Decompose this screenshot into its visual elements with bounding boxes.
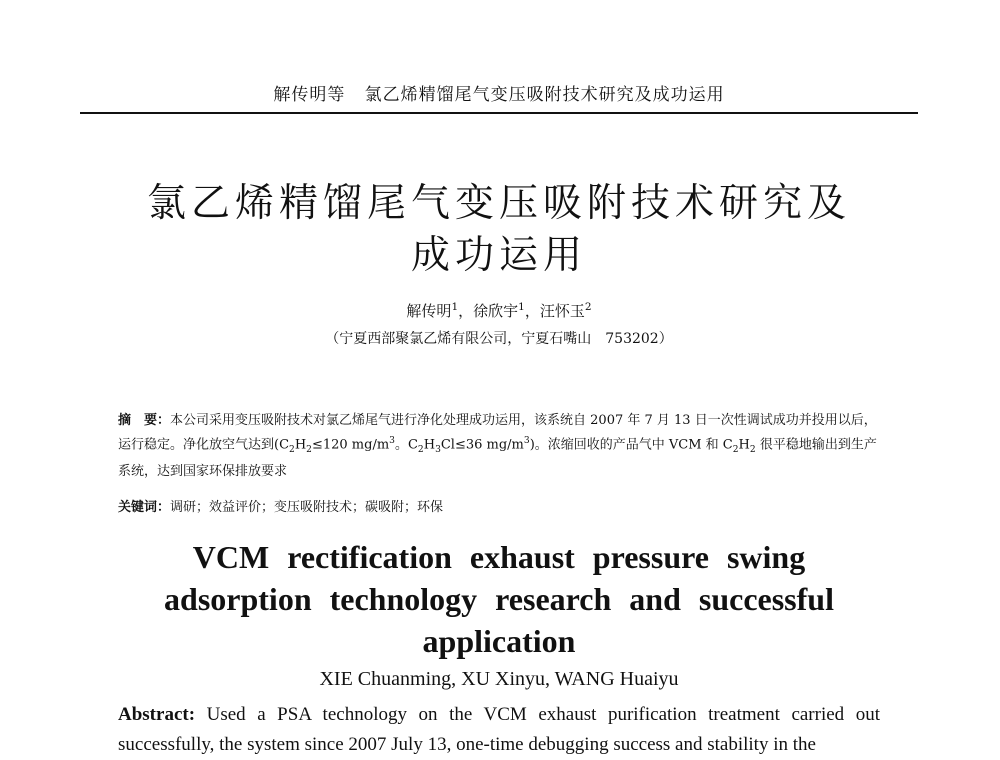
english-title-line-2: adsorption technology research and successful <box>164 581 834 617</box>
chinese-abstract: 摘 要：本公司采用变压吸附技术对氯乙烯尾气进行净化处理成功运用，该系统自 2007 年 7 月 13 日一次性调试成功并投用以后，运行稳定。净化放空气达到($C_2H_2\le 120$ $mg/m^3$。$C_2H_3Cl\le 36$ $mg/m^3$)。浓缩回收的产品气中 VCM 和 $C_2H_2$ 很平稳地输出到生产系统，达到国家环保排放要求 <box>118 413 877 479</box>
author-name: 徐欣宇 <box>473 302 519 320</box>
abstract-text: Cl≤36 mg/m <box>440 437 524 453</box>
subscript: 2 <box>749 444 756 455</box>
english-authors: XIE Chuanming, XU Xinyu, WANG Huaiyu <box>319 668 679 690</box>
abstract-text: 本公司采用变压吸附技术对氯乙烯尾气进行净化处理成功运用，该系统自 2007 年 7 月 13 日一次性调试成功并投用以后，运行稳定。净化放空气达到(C <box>118 413 877 453</box>
running-head <box>80 80 918 105</box>
english-abstract <box>118 700 880 760</box>
english-abstract-label: Abstract: <box>118 704 196 725</box>
chinese-title <box>80 178 918 282</box>
subscript: 2 <box>306 444 312 455</box>
english-title-line-3: application <box>422 623 576 659</box>
abstract-text: 很平稳地输出到生产系统，达到国家环保排放要求 <box>118 437 877 479</box>
author-mark: 1 <box>518 301 525 313</box>
keywords-text: 调研；效益评价；变压吸附技术；碳吸附；环保 <box>170 500 444 515</box>
author-name: 汪怀玉 <box>539 302 585 320</box>
chinese-title-line-2: 成功运用 <box>410 233 587 278</box>
subscript: 3 <box>435 444 441 455</box>
subscript: 2 <box>417 444 424 455</box>
author-mark: 2 <box>584 301 592 313</box>
abstract-text: 。C <box>394 437 418 453</box>
abstract-label: 摘 要： <box>118 413 171 428</box>
abstract-text: )。浓缩回收的产品气中 VCM 和 C <box>529 437 733 453</box>
subscript: 2 <box>289 444 295 455</box>
author-name: 解传明 <box>406 302 452 320</box>
chinese-authors: 解传明$^1$，徐欣宇$^1$，汪怀玉$^2$ <box>406 301 592 320</box>
chinese-keywords <box>118 496 888 515</box>
english-title <box>80 536 918 662</box>
running-head-authors: 解传明等 <box>273 85 346 105</box>
keywords-label: 关键词： <box>118 500 171 515</box>
running-head-title: 氯乙烯精馏尾气变压吸附技术研究及成功运用 <box>364 85 725 105</box>
english-title-line-1: VCM rectification exhaust pressure swing <box>192 539 806 575</box>
header-rule <box>80 112 918 114</box>
superscript: 3 <box>523 436 530 446</box>
author-mark: 1 <box>451 301 459 313</box>
abstract-text: ≤120 mg/m <box>311 437 390 453</box>
chinese-title-line-1: 氯乙烯精馏尾气变压吸附技术研究及 <box>146 181 851 226</box>
chinese-affiliation: （宁夏西部聚氯乙烯有限公司，宁夏石嘴山 753202） <box>325 331 673 347</box>
english-abstract-text: Used a PSA technology on the VCM exhaust purification treatment carried out successfully, the system since 2007 July 13, one-time debugging success and stability in the <box>118 704 881 755</box>
subscript: 2 <box>732 444 739 455</box>
superscript: 3 <box>389 436 395 446</box>
